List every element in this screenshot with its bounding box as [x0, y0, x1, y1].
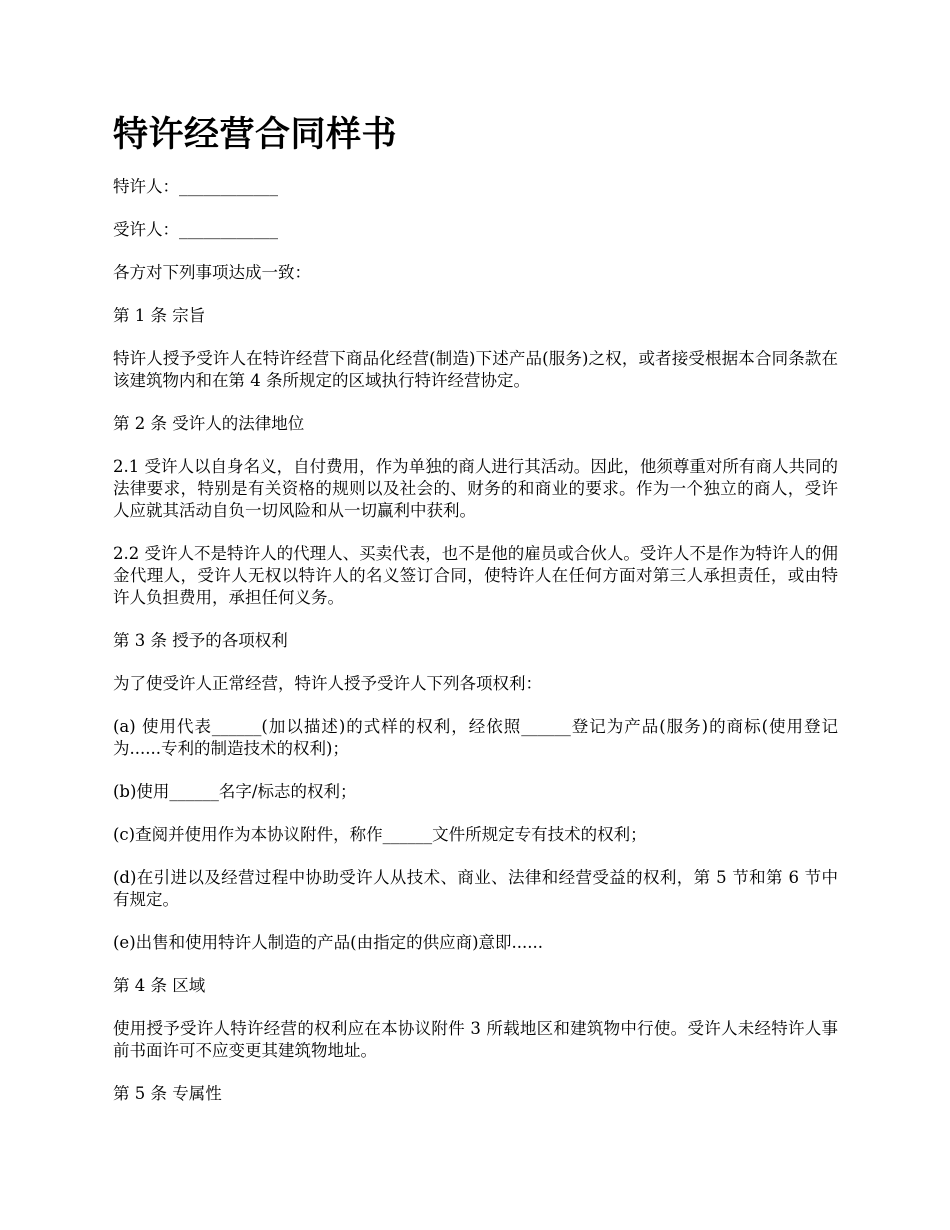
clause-2-2: 2.2 受许人不是特许人的代理人、买卖代表，也不是他的雇员或合伙人。受许人不是作为特许人的佣金代理人，受许人无权以特许人的名义签订合同，使特许人在任何方面对第三人承担责任，或由特许人负担费用，承担任何义务。 [113, 544, 838, 607]
article-5-heading: 第 5 条 专属性 [113, 1084, 222, 1103]
document-title: 特许经营合同样书 [113, 115, 398, 155]
article-3-heading: 第 3 条 授予的各项权利 [113, 631, 288, 650]
article-1-body: 特许人授予受许人在特许经营下商品化经营(制造)下述产品(服务)之权，或者接受根据本合同条款在该建筑物内和在第 4 条所规定的区域执行特许经营协定。 [113, 349, 838, 390]
franchisee-line: 受许人：____________ [113, 220, 278, 239]
article-2-heading: 第 2 条 受许人的法律地位 [113, 414, 305, 433]
agreement-intro: 各方对下列事项达成一致： [113, 263, 311, 282]
franchisor-line: 特许人：____________ [113, 177, 278, 196]
article-4-heading: 第 4 条 区域 [113, 976, 206, 995]
right-item-a: (a) 使用代表______(加以描述)的式样的权利，经依照______登记为产品(服务)的商标(使用登记为......专利的制造技术的权利)； [113, 717, 838, 758]
right-item-d: (d)在引进以及经营过程中协助受许人从技术、商业、法律和经营受益的权利，第 5 节和第 6 节中有规定。 [113, 868, 838, 909]
clause-2-1: 2.1 受许人以自身名义，自付费用，作为单独的商人进行其活动。因此，他须尊重对所有商人共同的法律要求，特别是有关资格的规则以及社会的、财务的和商业的要求。作为一个独立的商人，受许人应就其活动自负一切风险和从一切赢利中获利。 [113, 457, 838, 520]
right-item-c: (c)查阅并使用作为本协议附件，称作______文件所规定专有技术的权利； [113, 825, 647, 844]
article-4-body: 使用授予受许人特许经营的权利应在本协议附件 3 所载地区和建筑物中行使。受许人未经特许人事前书面许可不应变更其建筑物地址。 [113, 1019, 838, 1060]
right-item-b: (b)使用______名字/标志的权利； [113, 782, 357, 801]
article-1-heading: 第 1 条 宗旨 [113, 306, 206, 325]
article-3-intro: 为了使受许人正常经营，特许人授予受许人下列各项权利： [113, 674, 542, 693]
right-item-e: (e)出售和使用特许人制造的产品(由指定的供应商)意即...... [113, 933, 543, 952]
